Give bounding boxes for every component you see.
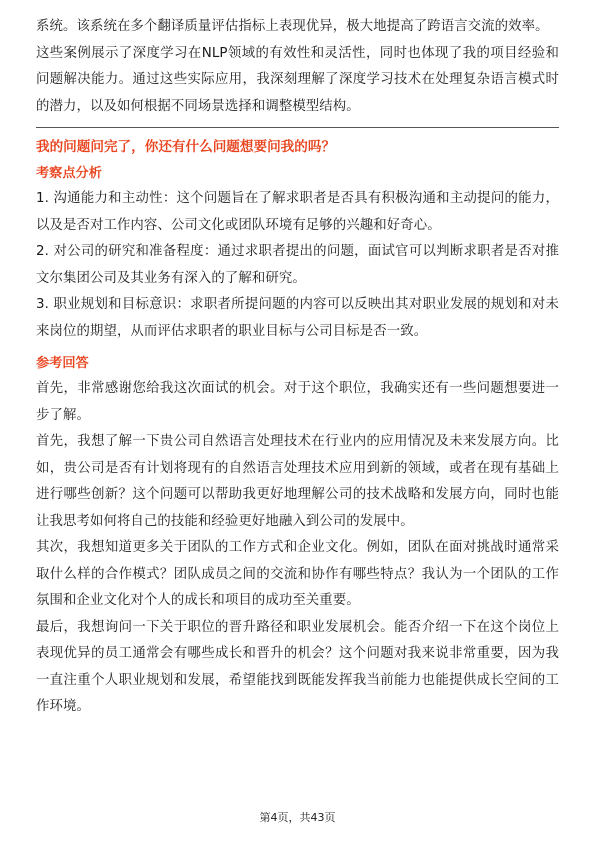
intro-paragraph-2: 这些案例展示了深度学习在NLP领域的有效性和灵活性，同时也体现了我的项目经验和问题解决能力。通过这些实际应用，我深刻理解了深度学习技术在处理复杂语言模式时的潜力，以及如何根据不同场景选择和调整模型结构。 (36, 45, 559, 114)
page-number-footer: 第4页，共43页 (259, 811, 336, 824)
analysis-heading: 考察点分析 (36, 166, 102, 181)
analysis-point-3: 3. 职业规划和目标意识：求职者所提问题的内容可以反映出其对职业发展的规划和对未来岗位的期望，从而评估求职者的职业目标与公司目标是否一致。 (36, 297, 559, 339)
section-gap (36, 345, 559, 352)
answer-paragraph-3: 其次，我想知道更多关于团队的工作方式和企业文化。例如，团队在面对挑战时通常采取什么样的合作模式？团队成员之间的交流和协作有哪些特点？我认为一个团队的工作氛围和企业文化对个人的成长和项目的成功至关重要。 (36, 540, 559, 608)
analysis-point-2: 2. 对公司的研究和准备程度：通过求职者提出的问题，面试官可以判断求职者是否对推文尔集团公司及其业务有深入的了解和研究。 (36, 244, 559, 286)
answer-paragraph-4: 最后，我想询问一下关于职位的晋升路径和职业发展机会。能否介绍一下在这个岗位上表现优异的员工通常会有哪些成长和晋升的机会？这个问题对我来说非常重要，因为我一直注重个人职业规划和发展，希望能找到既能发挥我当前能力也能提供成长空间的工作环境。 (36, 619, 559, 714)
analysis-point-1: 1. 沟通能力和主动性：这个问题旨在了解求职者是否具有积极沟通和主动提问的能力，以及是否对工作内容、公司文化或团队环境有足够的兴趣和好奇心。 (36, 191, 559, 233)
intro-paragraph-1: 系统。该系统在多个翻译质量评估指标上表现优异，极大地提高了跨语言交流的效率。 (36, 19, 549, 34)
section-divider (36, 127, 559, 128)
answer-paragraph-2: 首先，我想了解一下贵公司自然语言处理技术在行业内的应用情况及未来发展方向。比如，贵公司是否有计划将现有的自然语言处理技术应用到新的领域，或者在现有基础上进行哪些创新？这个问题可以帮助我更好地理解公司的技术战略和发展方向，同时也能让我思考如何将自己的技能和经验更好地融入到公司的发展中。 (36, 434, 559, 529)
answer-heading: 参考回答 (36, 356, 89, 371)
answer-paragraph-1: 首先，非常感谢您给我这次面试的机会。对于这个职位，我确实还有一些问题想要进一步了解。 (36, 381, 559, 423)
interview-question: 我的问题问完了，你还有什么问题想要问我的吗？ (36, 139, 336, 155)
document-page (36, 14, 559, 721)
